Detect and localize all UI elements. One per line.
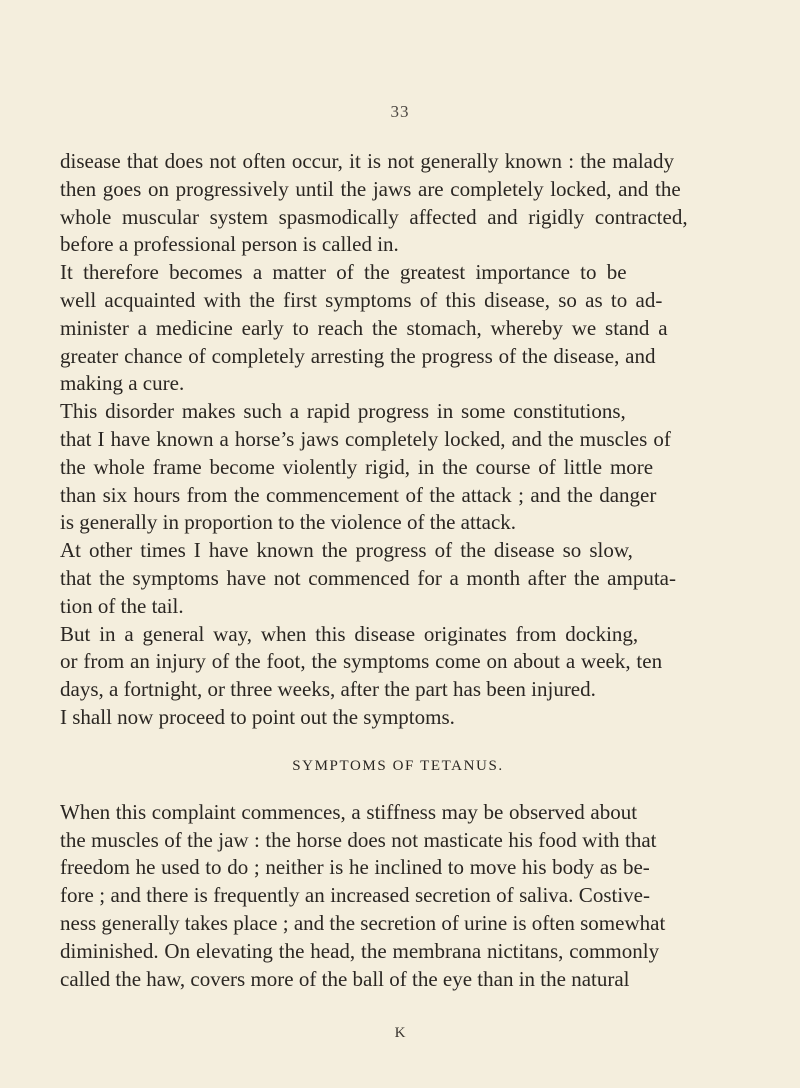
text-line: disease that does not often occur, it is not generally known : the malady bbox=[60, 149, 675, 173]
text-line: whole muscular system spasmodically affected and rigidly contracted, bbox=[60, 204, 688, 229]
page-number: 33 bbox=[390, 102, 410, 121]
text-line: When this complaint commences, a stiffness may be observed about bbox=[60, 799, 638, 824]
text-line: days, a fortnight, or three weeks, after the part has been injured. bbox=[60, 677, 596, 702]
text-line: than six hours from the commencement of the attack ; and the danger bbox=[60, 482, 657, 507]
text-line: minister a medicine early to reach the stomach, whereby we stand a bbox=[60, 315, 668, 340]
text-line: that the symptoms have not commenced for a month after the amputa- bbox=[60, 565, 676, 590]
text-line: the muscles of the jaw : the horse does not masticate his food with that bbox=[60, 827, 657, 852]
paragraph-7 bbox=[60, 799, 736, 994]
paragraph-5 bbox=[60, 621, 736, 704]
text-line: This disorder makes such a rapid progress in some constitutions, bbox=[60, 399, 626, 424]
text-line: fore ; and there is frequently an increased secretion of saliva. Costive- bbox=[60, 883, 650, 908]
text-line: before a professional person is called in. bbox=[60, 232, 399, 257]
text-line: greater chance of completely arresting the progress of the disease, and bbox=[60, 343, 656, 368]
text-line: At other times I have known the progress of the disease so slow, bbox=[60, 538, 633, 563]
paragraph-3 bbox=[60, 398, 736, 537]
text-line: is generally in proportion to the violence of the attack. bbox=[60, 510, 517, 535]
paragraph-2 bbox=[60, 259, 736, 398]
text-line: I shall now proceed to point out the symptoms. bbox=[60, 704, 455, 729]
section-heading: SYMPTOMS OF TETANUS. bbox=[292, 757, 504, 774]
text-line: or from an injury of the foot, the symptoms come on about a week, ten bbox=[60, 649, 663, 674]
text-line: well acquainted with the first symptoms of this disease, so as to ad- bbox=[60, 287, 663, 312]
text-line: diminished. On elevating the head, the membrana nictitans, commonly bbox=[60, 938, 660, 963]
text-line: the whole frame become violently rigid, in the course of little more bbox=[60, 454, 654, 479]
signature-mark: K bbox=[394, 1025, 406, 1041]
page-body bbox=[60, 112, 736, 993]
text-line: tion of the tail. bbox=[60, 593, 184, 618]
paragraph-1 bbox=[60, 148, 736, 259]
text-line: It therefore becomes a matter of the greatest importance to be bbox=[60, 260, 627, 285]
text-line: called the haw, covers more of the ball of the eye than in the natural bbox=[60, 966, 630, 991]
text-line: making a cure. bbox=[60, 371, 185, 396]
paragraph-6 bbox=[60, 704, 736, 732]
text-line: freedom he used to do ; neither is he inclined to move his body as be- bbox=[60, 855, 650, 880]
text-line: But in a general way, when this disease originates from docking, bbox=[60, 621, 639, 646]
text-line: ness generally takes place ; and the secretion of urine is often somewhat bbox=[60, 910, 666, 935]
paragraph-4 bbox=[60, 537, 736, 620]
text-line: then goes on progressively until the jaws are completely locked, and the bbox=[60, 176, 681, 201]
text-line: that I have known a horse’s jaws completely locked, and the muscles of bbox=[60, 426, 671, 451]
